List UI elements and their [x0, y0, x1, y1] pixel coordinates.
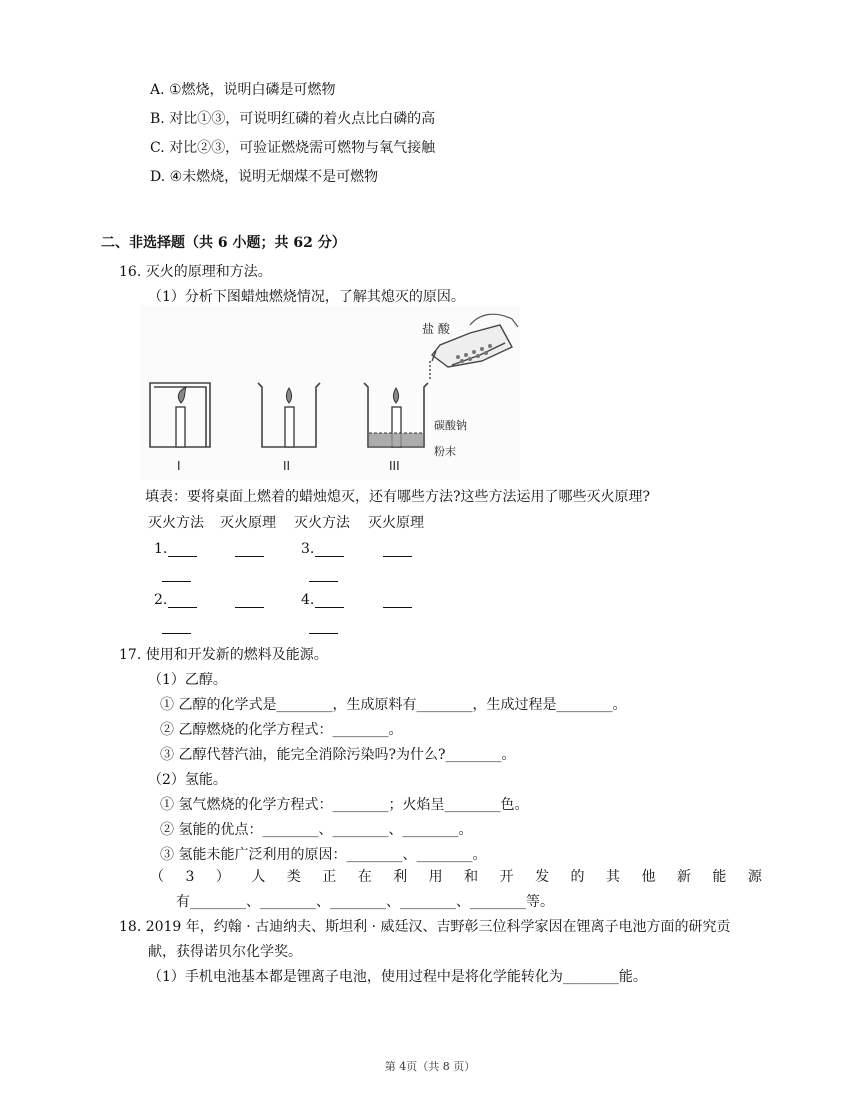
- blank-3-principle[interactable]: [383, 556, 412, 557]
- q16-title: 16. 灭火的原理和方法。: [119, 264, 272, 280]
- sub3-char: 其: [606, 869, 621, 885]
- row-number-2: 2.: [154, 592, 168, 608]
- q17-sub1: （1）乙醇。: [148, 672, 227, 688]
- row-number-3: 3.: [301, 541, 315, 557]
- section-heading: 二、非选择题（共 6 小题；共 62 分）: [101, 235, 346, 251]
- blank-4-extra[interactable]: [309, 633, 338, 634]
- sub3-char: 用: [428, 869, 443, 885]
- row-number-4: 4.: [301, 592, 315, 608]
- blank-3-method[interactable]: [315, 556, 344, 557]
- label-powder: 粉末: [434, 445, 456, 458]
- q17-sub3-line: [150, 868, 762, 886]
- q17-line-6: ③ 氢能未能广泛利用的原因：________、________。: [160, 847, 487, 863]
- blank-4-method[interactable]: [315, 607, 344, 608]
- sub3-char: 正: [322, 869, 337, 885]
- sub3-char: 人: [251, 869, 266, 885]
- q18-title-line-1: 18. 2019 年，约翰 · 古迪纳夫、斯坦利 · 威廷汉、吉野彰三位科学家因在锂离子电池方面的研究贡: [119, 919, 731, 935]
- option-b: B. 对比①③，可说明红磷的着火点比白磷的高: [150, 111, 436, 127]
- q17-line-1: ① 乙醇的化学式是________，生成原料有________，生成过程是________。: [160, 697, 627, 713]
- beaker-label-2: II: [283, 459, 291, 473]
- sub3-char: 3: [185, 869, 195, 885]
- candle-beaker-figure: [140, 305, 520, 480]
- beaker-label-1: I: [177, 459, 181, 473]
- header-method-2: 灭火方法: [294, 515, 350, 531]
- blank-2-principle[interactable]: [235, 607, 264, 608]
- sub3-char: ）: [215, 869, 230, 885]
- q17-title: 17. 使用和开发新的燃料及能源。: [119, 647, 328, 663]
- q17-line-2: ② 乙醇燃烧的化学方程式：________。: [160, 722, 403, 738]
- label-acid: 盐 酸: [422, 322, 450, 336]
- q18-sub1: （1）手机电池基本都是锂离子电池，使用过程中是将化学能转化为________能。: [148, 969, 647, 985]
- sub3-char: 和: [464, 869, 479, 885]
- blank-1-extra[interactable]: [162, 581, 191, 582]
- option-c: C. 对比②③，可验证燃烧需可燃物与氧气接触: [150, 140, 436, 156]
- blank-1-method[interactable]: [168, 556, 197, 557]
- sub3-char: 新: [676, 869, 691, 885]
- sub3-char: （: [150, 869, 164, 885]
- blank-3-extra[interactable]: [309, 581, 338, 582]
- sub3-char: 他: [641, 869, 656, 885]
- blank-2-method[interactable]: [168, 607, 197, 608]
- q17-sub2: （2）氢能。: [148, 772, 227, 788]
- header-method-1: 灭火方法: [148, 515, 204, 531]
- header-principle-2: 灭火原理: [368, 515, 424, 531]
- sub3-char: 利: [393, 869, 408, 885]
- sub3-char: 源: [747, 869, 762, 885]
- sub3-char: 在: [357, 869, 372, 885]
- sub3-char: 发: [535, 869, 550, 885]
- blank-1-principle[interactable]: [235, 556, 264, 557]
- q16-fill-prompt: 填表：要将桌面上燃着的蜡烛熄灭，还有哪些方法?这些方法运用了哪些灭火原理?: [145, 489, 651, 505]
- sub3-char: 类: [286, 869, 301, 885]
- q16-sub1: （1）分析下图蜡烛燃烧情况，了解其熄灭的原因。: [148, 289, 465, 305]
- sub3-char: 开: [499, 869, 514, 885]
- option-d: D. ④未燃烧，说明无烟煤不是可燃物: [150, 169, 379, 185]
- blank-2-extra[interactable]: [162, 633, 191, 634]
- row-number-1: 1.: [154, 541, 168, 557]
- label-carbonate: 碳酸钠: [434, 419, 467, 432]
- beaker-label-3: III: [389, 459, 400, 473]
- page-footer: 第 4页（共 8 页）: [384, 1060, 476, 1073]
- q18-title-line-2: 献，获得诺贝尔化学奖。: [148, 944, 302, 960]
- blank-4-principle[interactable]: [383, 607, 412, 608]
- q17-line-5: ② 氢能的优点：________、________、________。: [160, 822, 473, 838]
- q17-sub3-continuation: 有________、________、________、________、________等。: [176, 894, 554, 910]
- q17-line-3: ③ 乙醇代替汽油，能完全消除污染吗?为什么?________。: [160, 747, 516, 763]
- sub3-char: 能: [712, 869, 727, 885]
- q17-line-4: ① 氢气燃烧的化学方程式：________；火焰呈________色。: [160, 797, 529, 813]
- header-principle-1: 灭火原理: [220, 515, 276, 531]
- sub3-char: 的: [570, 869, 585, 885]
- option-a: A. ①燃烧，说明白磷是可燃物: [150, 82, 336, 98]
